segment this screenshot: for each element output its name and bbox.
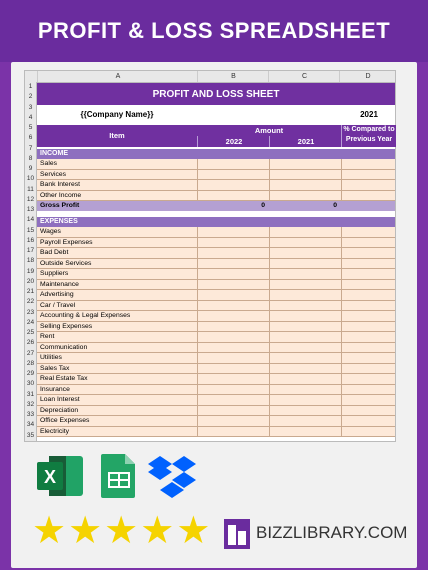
gross-profit-row bbox=[37, 201, 395, 211]
expense-value-cell[interactable] bbox=[269, 227, 342, 237]
expense-row bbox=[37, 259, 395, 270]
row-header[interactable]: 24 bbox=[26, 318, 35, 326]
expense-value-cell[interactable] bbox=[197, 332, 270, 342]
expense-value-cell[interactable] bbox=[341, 290, 396, 300]
expense-value-cell[interactable] bbox=[341, 364, 396, 374]
expense-row bbox=[37, 280, 395, 291]
expense-value-cell[interactable] bbox=[269, 311, 342, 321]
row-header[interactable]: 5 bbox=[28, 124, 33, 132]
income-value-cell[interactable] bbox=[197, 180, 270, 190]
expense-label[interactable]: Depreciation bbox=[40, 406, 79, 414]
income-label[interactable]: Sales bbox=[40, 160, 58, 167]
row-header[interactable]: 27 bbox=[26, 349, 35, 357]
expense-value-cell[interactable] bbox=[269, 416, 342, 426]
income-value-cell[interactable] bbox=[341, 170, 396, 180]
expense-value-cell[interactable] bbox=[341, 238, 396, 248]
expense-row bbox=[37, 427, 395, 438]
expense-value-cell[interactable] bbox=[197, 290, 270, 300]
star-icon: ★ bbox=[140, 510, 175, 552]
star-icon: ★ bbox=[68, 510, 103, 552]
income-section-label[interactable]: INCOME bbox=[37, 149, 395, 159]
gross-profit-label[interactable]: Gross Profit bbox=[40, 202, 80, 209]
star-rating bbox=[32, 512, 210, 550]
expense-value-cell[interactable] bbox=[341, 248, 396, 258]
expense-value-cell[interactable] bbox=[197, 364, 270, 374]
expenses-section-label[interactable]: EXPENSES bbox=[37, 217, 395, 227]
expense-row bbox=[37, 395, 395, 406]
expense-value-cell[interactable] bbox=[197, 280, 270, 290]
income-value-cell[interactable] bbox=[269, 191, 342, 201]
row-header[interactable]: 19 bbox=[26, 267, 35, 275]
compare-header[interactable]: % Compared to Previous Year bbox=[341, 125, 396, 147]
expense-label[interactable]: Office Expenses bbox=[40, 417, 90, 424]
expense-value-cell[interactable] bbox=[341, 343, 396, 353]
expense-value-cell[interactable] bbox=[341, 269, 396, 279]
sheet-title[interactable]: PROFIT AND LOSS SHEET bbox=[37, 83, 395, 105]
banner-title: PROFIT & LOSS SPREADSHEET bbox=[37, 18, 391, 43]
expense-row bbox=[37, 385, 395, 396]
year-2022-header[interactable]: 2022 bbox=[197, 136, 270, 147]
bizzlibrary-logo-icon bbox=[222, 517, 252, 549]
expense-row bbox=[37, 290, 395, 301]
row-header[interactable]: 28 bbox=[26, 359, 35, 367]
row-header[interactable]: 4 bbox=[28, 113, 33, 121]
income-value-cell[interactable] bbox=[341, 180, 396, 190]
row-header[interactable]: 9 bbox=[28, 165, 33, 173]
expense-value-cell[interactable] bbox=[269, 259, 342, 269]
row-header[interactable]: 2 bbox=[28, 93, 33, 101]
expense-value-cell[interactable] bbox=[197, 353, 270, 363]
row-header[interactable]: 20 bbox=[26, 277, 35, 285]
expense-value-cell[interactable] bbox=[341, 374, 396, 384]
expense-label[interactable]: Electricity bbox=[40, 427, 70, 435]
expense-value-cell[interactable] bbox=[341, 395, 396, 405]
income-label[interactable]: Services bbox=[40, 170, 67, 178]
column-header-d[interactable]: D bbox=[339, 71, 396, 82]
brand-name[interactable]: BIZZLIBRARY.COM bbox=[256, 523, 408, 542]
expense-value-cell[interactable] bbox=[269, 364, 342, 374]
expense-value-cell[interactable] bbox=[341, 406, 396, 416]
expense-label[interactable]: Sales Tax bbox=[40, 364, 70, 372]
expense-value-cell[interactable] bbox=[341, 332, 396, 342]
row-header[interactable]: 34 bbox=[26, 421, 35, 429]
excel-icon bbox=[37, 456, 83, 496]
sheet-grid bbox=[37, 83, 395, 441]
income-value-cell[interactable] bbox=[269, 180, 342, 190]
expense-value-cell[interactable] bbox=[269, 290, 342, 300]
expense-row bbox=[37, 343, 395, 354]
expense-value-cell[interactable] bbox=[341, 259, 396, 269]
company-name-cell[interactable]: {{Company Name}} bbox=[80, 110, 154, 119]
income-value-cell[interactable] bbox=[269, 159, 342, 169]
expense-value-cell[interactable] bbox=[341, 322, 396, 332]
row-headers bbox=[25, 82, 37, 441]
expense-value-cell[interactable] bbox=[197, 227, 270, 237]
expense-row bbox=[37, 406, 395, 417]
income-value-cell[interactable] bbox=[341, 191, 396, 201]
row-header[interactable]: 25 bbox=[26, 329, 35, 337]
row-header[interactable]: 11 bbox=[27, 185, 34, 193]
expense-label[interactable]: Communication bbox=[40, 343, 88, 351]
app-icons bbox=[35, 450, 235, 500]
income-value-cell[interactable] bbox=[197, 191, 270, 201]
expense-value-cell[interactable] bbox=[197, 427, 270, 437]
column-header-a[interactable]: A bbox=[37, 71, 198, 82]
expense-value-cell[interactable] bbox=[197, 395, 270, 405]
row-header[interactable]: 14 bbox=[26, 216, 35, 224]
expense-label[interactable]: Selling Expenses bbox=[40, 322, 93, 330]
expense-value-cell[interactable] bbox=[341, 385, 396, 395]
expense-value-cell[interactable] bbox=[269, 269, 342, 279]
dropbox-icon bbox=[148, 456, 196, 498]
column-header-b[interactable]: B bbox=[197, 71, 269, 82]
expense-value-cell[interactable] bbox=[197, 322, 270, 332]
star-icon: ★ bbox=[32, 510, 67, 552]
expense-value-cell[interactable] bbox=[197, 311, 270, 321]
expense-label[interactable]: Outside Services bbox=[40, 259, 92, 267]
row-header[interactable]: 7 bbox=[28, 144, 33, 152]
spreadsheet bbox=[24, 70, 396, 442]
expense-value-cell[interactable] bbox=[197, 238, 270, 248]
expense-label[interactable]: Wages bbox=[40, 228, 61, 235]
row-header[interactable]: 17 bbox=[26, 247, 35, 255]
expense-row bbox=[37, 227, 395, 238]
income-value-cell[interactable] bbox=[197, 170, 270, 180]
expense-value-cell[interactable] bbox=[197, 343, 270, 353]
row-header[interactable]: 1 bbox=[28, 83, 33, 90]
expense-value-cell[interactable] bbox=[197, 374, 270, 384]
expense-value-cell[interactable] bbox=[269, 406, 342, 416]
row-header[interactable]: 33 bbox=[26, 411, 35, 419]
expense-value-cell[interactable] bbox=[269, 427, 342, 437]
expense-row bbox=[37, 416, 395, 427]
income-row bbox=[37, 180, 395, 191]
expense-row bbox=[37, 301, 395, 312]
expense-label[interactable]: Insurance bbox=[40, 385, 70, 393]
header-banner bbox=[0, 0, 428, 62]
row-header[interactable]: 13 bbox=[26, 206, 35, 214]
brand-logo bbox=[222, 517, 407, 549]
year-2021-header[interactable]: 2021 bbox=[269, 136, 342, 147]
row-header[interactable]: 18 bbox=[26, 257, 35, 265]
expense-row bbox=[37, 332, 395, 343]
expense-label[interactable]: Maintenance bbox=[40, 280, 79, 288]
expense-value-cell[interactable] bbox=[197, 385, 270, 395]
expense-value-cell[interactable] bbox=[269, 322, 342, 332]
expense-value-cell[interactable] bbox=[269, 332, 342, 342]
row-header[interactable]: 22 bbox=[26, 298, 35, 306]
gross-profit-2021[interactable]: 0 bbox=[333, 202, 337, 209]
expense-row bbox=[37, 364, 395, 375]
income-value-cell[interactable] bbox=[197, 159, 270, 169]
row-header[interactable]: 8 bbox=[28, 154, 33, 162]
expense-value-cell[interactable] bbox=[341, 427, 396, 437]
expense-label[interactable]: Loan Interest bbox=[40, 396, 80, 403]
row-header[interactable]: 30 bbox=[26, 380, 35, 388]
expense-row bbox=[37, 238, 395, 249]
income-row bbox=[37, 170, 395, 181]
income-value-cell[interactable] bbox=[269, 170, 342, 180]
row-header[interactable]: 26 bbox=[26, 339, 35, 347]
row-header[interactable]: 10 bbox=[26, 175, 35, 183]
expense-value-cell[interactable] bbox=[197, 248, 270, 258]
expense-value-cell[interactable] bbox=[269, 395, 342, 405]
company-row bbox=[37, 107, 395, 123]
expense-row bbox=[37, 374, 395, 385]
column-header-c[interactable]: C bbox=[268, 71, 340, 82]
expense-label[interactable]: Suppliers bbox=[40, 270, 69, 277]
income-row bbox=[37, 191, 395, 202]
expense-value-cell[interactable] bbox=[341, 311, 396, 321]
expense-label[interactable]: Advertising bbox=[40, 291, 74, 298]
row-header[interactable]: 23 bbox=[26, 308, 35, 316]
income-label[interactable]: Other Income bbox=[40, 191, 82, 199]
expense-value-cell[interactable] bbox=[341, 353, 396, 363]
expense-value-cell[interactable] bbox=[269, 385, 342, 395]
row-header[interactable]: 12 bbox=[26, 195, 35, 203]
expense-value-cell[interactable] bbox=[269, 248, 342, 258]
expense-value-cell[interactable] bbox=[269, 301, 342, 311]
item-header[interactable]: Item bbox=[37, 125, 197, 147]
expense-value-cell[interactable] bbox=[269, 280, 342, 290]
amount-header[interactable]: Amount bbox=[197, 125, 341, 137]
year-cell[interactable]: 2021 bbox=[360, 110, 378, 119]
row-header[interactable]: 16 bbox=[26, 236, 35, 244]
expense-row bbox=[37, 322, 395, 333]
expense-row bbox=[37, 248, 395, 259]
expense-value-cell[interactable] bbox=[341, 280, 396, 290]
expense-label[interactable]: Bad Debt bbox=[40, 249, 69, 256]
expense-label[interactable]: Car / Travel bbox=[40, 301, 76, 309]
expense-value-cell[interactable] bbox=[197, 301, 270, 311]
expense-row bbox=[37, 353, 395, 364]
expense-value-cell[interactable] bbox=[197, 269, 270, 279]
column-headers bbox=[25, 71, 395, 83]
expense-label[interactable]: Rent bbox=[40, 333, 55, 340]
expense-value-cell[interactable] bbox=[269, 353, 342, 363]
expense-value-cell[interactable] bbox=[269, 343, 342, 353]
star-icon: ★ bbox=[104, 510, 139, 552]
row-header[interactable]: 29 bbox=[26, 370, 35, 378]
expense-label[interactable]: Accounting & Legal Expenses bbox=[40, 312, 131, 319]
expense-value-cell[interactable] bbox=[341, 227, 396, 237]
app-icons-svg bbox=[35, 450, 235, 500]
expense-value-cell[interactable] bbox=[197, 416, 270, 426]
row-header[interactable]: 32 bbox=[26, 400, 35, 408]
row-header[interactable]: 35 bbox=[26, 431, 35, 439]
row-header[interactable]: 21 bbox=[26, 288, 35, 296]
google-sheets-icon bbox=[101, 454, 135, 498]
row-header[interactable]: 15 bbox=[26, 226, 35, 234]
gross-profit-2022[interactable]: 0 bbox=[261, 202, 265, 209]
expense-label[interactable]: Real Estate Tax bbox=[40, 375, 88, 382]
expense-value-cell[interactable] bbox=[341, 301, 396, 311]
expense-value-cell[interactable] bbox=[269, 374, 342, 384]
expense-label[interactable]: Utilities bbox=[40, 354, 62, 361]
expense-value-cell[interactable] bbox=[341, 416, 396, 426]
expense-value-cell[interactable] bbox=[197, 259, 270, 269]
expense-value-cell[interactable] bbox=[269, 238, 342, 248]
expense-label[interactable]: Payroll Expenses bbox=[40, 238, 93, 246]
star-icon: ★ bbox=[176, 510, 211, 552]
income-label[interactable]: Bank Interest bbox=[40, 181, 81, 188]
svg-text:X: X bbox=[43, 467, 57, 487]
income-value-cell[interactable] bbox=[341, 159, 396, 169]
row-header[interactable]: 3 bbox=[28, 103, 33, 111]
expense-row bbox=[37, 269, 395, 280]
expense-value-cell[interactable] bbox=[197, 406, 270, 416]
row-header[interactable]: 31 bbox=[26, 390, 35, 398]
row-header[interactable]: 6 bbox=[28, 134, 33, 142]
expense-row bbox=[37, 311, 395, 322]
income-row bbox=[37, 159, 395, 170]
